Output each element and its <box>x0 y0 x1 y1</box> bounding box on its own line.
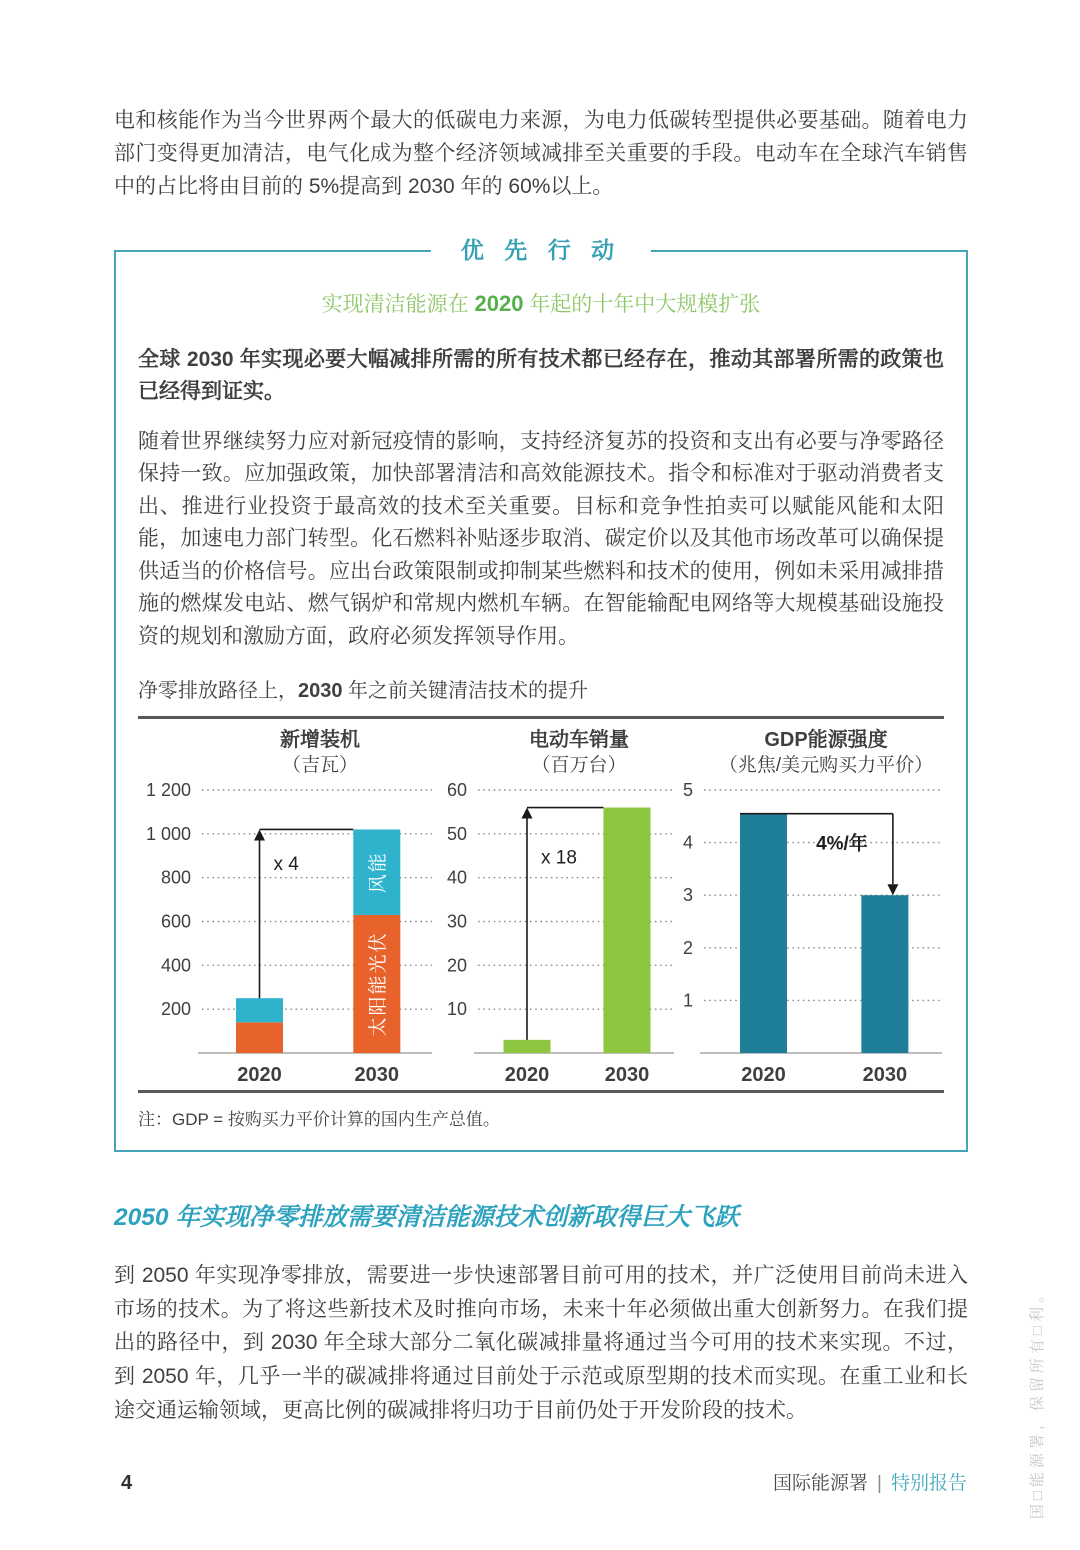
section-heading <box>114 1202 968 1234</box>
chart-title: 新增装机 <box>280 729 360 752</box>
svg-text:x 18: x 18 <box>541 847 577 869</box>
svg-text:2030: 2030 <box>354 1064 400 1087</box>
svg-text:2030: 2030 <box>604 1064 650 1087</box>
svg-text:20: 20 <box>446 955 467 976</box>
svg-text:800: 800 <box>160 868 191 889</box>
footer-report-type: 特别报告 <box>890 1473 967 1494</box>
chart-title: GDP能源强度 <box>764 729 888 752</box>
chart-title: 电动车销量 <box>529 729 629 752</box>
svg-text:4: 4 <box>682 833 693 854</box>
chart-unit: （兆焦/美元购买力平价） <box>718 755 934 777</box>
chart-canvas-gdp <box>680 780 948 1090</box>
chart-unit: （百万台） <box>531 755 627 777</box>
svg-text:60: 60 <box>446 780 467 801</box>
svg-text:2020: 2020 <box>504 1064 550 1087</box>
figure-title-suffix: 年之前关键清洁技术的提升 <box>342 680 589 703</box>
svg-text:50: 50 <box>446 824 467 845</box>
svg-text:1: 1 <box>682 990 693 1011</box>
box-body-paragraph: 随着世界继续努力应对新冠疫情的影响，支持经济复苏的投资和支出有必要与净零路径保持一致。应加强政策，加快部署清洁和高效能源技术。指令和标准对于驱动消费者支出、推进行业投资于最高效的技术至关重要。目标和竞争性拍卖可以赋能风能和太阳能，加速电力部门转型。化石燃料补贴逐步取消、碳定价以及其他市场改革可以确保提供适当的价格信号。应出台政策限制或抑制某些燃料和技术的使用，例如未采用减排措施的燃煤发电站、燃气锅炉和常规内燃机车辆。在智能输配电网络等大规模基础设施投资的规划和激励方面，政府必须发挥领导作用。 <box>138 429 944 648</box>
section-heading-rest: 年实现净零排放需要清洁能源技术创新取得巨大飞跃 <box>168 1204 739 1232</box>
priority-box-subtitle <box>138 288 944 318</box>
figure-title <box>138 674 944 703</box>
svg-text:1 200: 1 200 <box>145 780 191 801</box>
chart-canvas-capacity <box>140 780 438 1090</box>
figure-note: 注：GDP = 按购买力平价计算的国内生产总值。 <box>138 1110 500 1130</box>
subtitle-year: 2020 <box>474 290 524 316</box>
page-number: 4 <box>121 1472 133 1494</box>
svg-text:40: 40 <box>446 868 467 889</box>
svg-text:风能: 风能 <box>367 851 389 894</box>
intro-paragraph: 电和核能作为当今世界两个最大的低碳电力来源，为电力低碳转型提供必要基础。随着电力部门变得更加清洁，电气化成为整个经济领域减排至关重要的手段。电动车在全球汽车销售中的占比将由目前的 5%提高到 2030 年的 60%以上。 <box>114 109 968 199</box>
svg-text:太阳能光伏: 太阳能光伏 <box>367 931 389 1037</box>
chart-unit: （吉瓦） <box>281 755 358 777</box>
footer-right <box>773 1468 967 1495</box>
figure-bottom-rule <box>138 1090 944 1093</box>
svg-text:200: 200 <box>160 999 191 1020</box>
clean-tech-figure <box>138 716 944 1130</box>
svg-text:1 000: 1 000 <box>145 824 191 845</box>
svg-text:30: 30 <box>446 911 467 932</box>
footer-separator: | <box>877 1473 882 1494</box>
figure-title-prefix: 净零排放路径上， <box>138 680 298 703</box>
subtitle-prefix: 实现清洁能源在 <box>321 292 475 316</box>
copyright-watermark-text: 国□能源署，保留所有□利。 <box>1029 1284 1046 1520</box>
section-heading-year: 2050 <box>114 1204 169 1232</box>
svg-text:400: 400 <box>160 955 191 976</box>
chart-row <box>138 719 944 1090</box>
priority-box-title: 优 先 行 动 <box>431 235 651 265</box>
footer-publisher: 国际能源署 <box>773 1473 869 1494</box>
chart-panel-capacity-additions <box>140 727 438 1090</box>
chart-header-gdp <box>680 727 948 778</box>
priority-actions-box <box>114 236 968 1153</box>
chart-canvas-ev <box>438 780 680 1090</box>
svg-text:x 4: x 4 <box>273 854 299 876</box>
chart-header-capacity <box>140 727 438 778</box>
svg-text:2020: 2020 <box>237 1064 282 1087</box>
page-footer <box>121 1468 967 1495</box>
chart-panel-gdp-intensity <box>680 727 948 1090</box>
figure-title-year: 2030 <box>298 680 343 703</box>
chart-header-ev <box>438 727 680 778</box>
subtitle-suffix: 年起的十年中大规模扩张 <box>523 292 761 316</box>
svg-text:10: 10 <box>446 999 467 1020</box>
svg-text:5: 5 <box>682 780 693 801</box>
lead-paragraph: 全球 2030 年实现必要大幅减排所需的所有技术都已经存在，推动其部署所需的政策也已经得到证实。 <box>138 347 944 404</box>
svg-text:2020: 2020 <box>741 1064 786 1087</box>
svg-text:600: 600 <box>160 911 191 932</box>
svg-text:4%/年: 4%/年 <box>816 834 868 856</box>
svg-text:2: 2 <box>682 938 693 959</box>
svg-text:3: 3 <box>682 885 693 906</box>
section-paragraph: 到 2050 年实现净零排放，需要进一步快速部署目前可用的技术，并广泛使用目前尚未进入市场的技术。为了将这些新技术及时推向市场，未来十年必须做出重大创新努力。在我们提出的路径中，到 2030 年全球大部分二氧化碳减排量将通过当今可用的技术来实现。不过，到 2050 年，几乎一半的碳减排将通过目前处于示范或原型期的技术而实现。在重工业和长途交通运输领域，更高比例的碳减排将归功于目前仍处于开发阶段的技术。 <box>114 1264 968 1422</box>
svg-text:2030: 2030 <box>862 1064 908 1087</box>
chart-panel-ev-sales <box>438 727 680 1090</box>
